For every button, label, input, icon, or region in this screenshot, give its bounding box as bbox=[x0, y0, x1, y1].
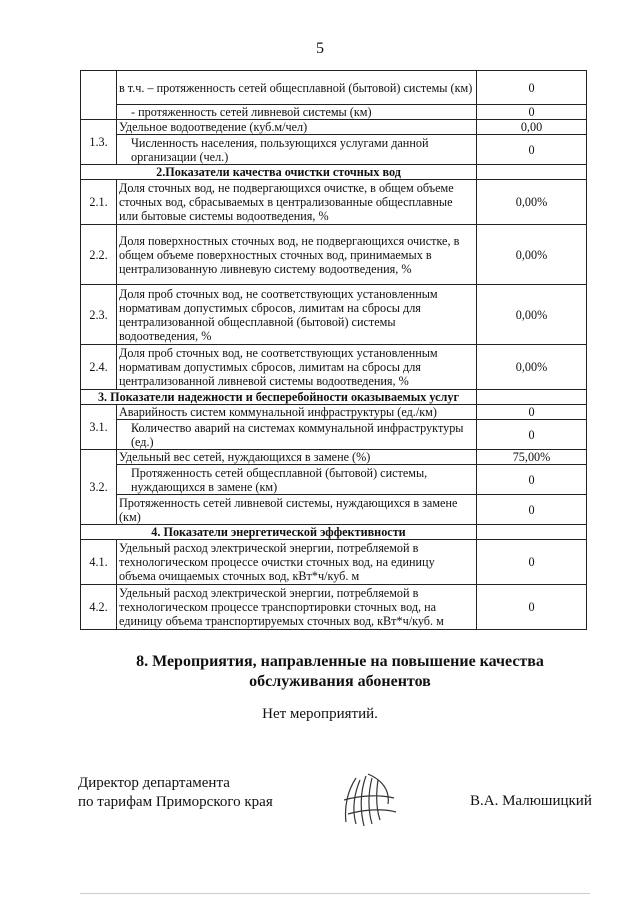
row-number-cell: 3.2. bbox=[81, 450, 117, 525]
page-bottom-rule bbox=[80, 893, 590, 894]
indicator-value: 75,00% bbox=[477, 450, 587, 465]
table-row bbox=[81, 345, 587, 390]
table-row bbox=[81, 120, 587, 135]
indicator-description: в т.ч. – протяженность сетей общесплавной (бытовой) системы (км) bbox=[117, 71, 477, 105]
row-number-cell bbox=[81, 71, 117, 120]
indicator-description: Протяженность сетей ливневой системы, нуждающихся в замене (км) bbox=[117, 495, 477, 525]
page-number: 5 bbox=[316, 40, 324, 57]
indicator-value: 0,00% bbox=[477, 180, 587, 225]
indicator-description: Удельный расход электрической энергии, потребляемой в технологическом процессе очистки сточных вод, на единицу объема очищаемых сточных вод, кВт*ч/куб. м bbox=[117, 540, 477, 585]
signer-position bbox=[78, 774, 273, 812]
indicator-value: 0,00 bbox=[477, 120, 587, 135]
indicator-description: Удельное водоотведение (куб.м/чел) bbox=[117, 120, 477, 135]
signer-name: В.А. Малюшицкий bbox=[470, 793, 592, 809]
section-heading-cell: 3. Показатели надежности и бесперебойности оказываемых услуг bbox=[81, 390, 477, 405]
indicator-description: Доля поверхностных сточных вод, не подвергающихся очистке, в общем объеме поверхностных сточных вод, принимаемых в централизованную ливневую систему водоотведения, % bbox=[117, 225, 477, 285]
table-row bbox=[81, 135, 587, 165]
section-8-title-line: 8. Мероприятия, направленные на повышение качества bbox=[136, 653, 544, 670]
section-row bbox=[81, 390, 587, 405]
section-8-title-line: обслуживания абонентов bbox=[249, 673, 431, 690]
table-row bbox=[81, 585, 587, 630]
indicator-value: 0 bbox=[477, 420, 587, 450]
indicators-table bbox=[80, 70, 587, 630]
section-row bbox=[81, 165, 587, 180]
indicator-description: Удельный вес сетей, нуждающихся в замене (%) bbox=[117, 450, 477, 465]
no-measures-text: Нет мероприятий. bbox=[262, 706, 378, 722]
section-8-title bbox=[90, 652, 590, 692]
indicator-value: 0 bbox=[477, 495, 587, 525]
indicator-description: Протяженность сетей общесплавной (бытовой) системы, нуждающихся в замене (км) bbox=[117, 465, 477, 495]
indicator-description: Доля сточных вод, не подвергающихся очистке, в общем объеме сточных вод, сбрасываемых в централизованные общесплавные или бытовые системы водоотведения, % bbox=[117, 180, 477, 225]
empty-cell bbox=[477, 390, 587, 405]
table-row bbox=[81, 285, 587, 345]
table-row bbox=[81, 450, 587, 465]
row-number-cell: 4.2. bbox=[81, 585, 117, 630]
signer-position-line: по тарифам Приморского края bbox=[78, 794, 273, 810]
table-row bbox=[81, 420, 587, 450]
table-row bbox=[81, 540, 587, 585]
table-row bbox=[81, 105, 587, 120]
indicator-value: 0 bbox=[477, 585, 587, 630]
table-row bbox=[81, 405, 587, 420]
table-row bbox=[81, 495, 587, 525]
empty-cell bbox=[477, 525, 587, 540]
row-number-cell: 1.3. bbox=[81, 120, 117, 165]
indicator-description: Доля проб сточных вод, не соответствующих установленным нормативам допустимых сбросов, лимитам на сбросы для централизованной ливневой системы водоотведения, % bbox=[117, 345, 477, 390]
indicator-value: 0,00% bbox=[477, 345, 587, 390]
indicator-description: Количество аварий на системах коммунальной инфраструктуры (ед.) bbox=[117, 420, 477, 450]
indicator-value: 0 bbox=[477, 540, 587, 585]
indicator-value: 0,00% bbox=[477, 225, 587, 285]
row-number-cell: 2.4. bbox=[81, 345, 117, 390]
section-heading-cell: 2.Показатели качества очистки сточных вод bbox=[81, 165, 477, 180]
section-row bbox=[81, 525, 587, 540]
empty-cell bbox=[477, 165, 587, 180]
table-row bbox=[81, 180, 587, 225]
indicator-value: 0 bbox=[477, 405, 587, 420]
indicator-description: Доля проб сточных вод, не соответствующих установленным нормативам допустимых сбросов, лимитам на сбросы для централизованной общесплавной (бытовой) системы водоотведения, % bbox=[117, 285, 477, 345]
row-number-cell: 2.1. bbox=[81, 180, 117, 225]
indicator-value: 0 bbox=[477, 465, 587, 495]
handwritten-signature bbox=[338, 770, 400, 832]
row-number-cell: 3.1. bbox=[81, 405, 117, 450]
table-row bbox=[81, 225, 587, 285]
table-row bbox=[81, 465, 587, 495]
indicator-value: 0,00% bbox=[477, 285, 587, 345]
row-number-cell: 2.2. bbox=[81, 225, 117, 285]
section-heading-cell: 4. Показатели энергетической эффективности bbox=[81, 525, 477, 540]
row-number-cell: 2.3. bbox=[81, 285, 117, 345]
indicator-description: Удельный расход электрической энергии, потребляемой в технологическом процессе транспортировки сточных вод, на единицу объема транспортируемых сточных вод, кВт*ч/куб. м bbox=[117, 585, 477, 630]
indicator-value: 0 bbox=[477, 135, 587, 165]
signer-position-line: Директор департамента bbox=[78, 775, 230, 791]
indicator-description: Аварийность систем коммунальной инфраструктуры (ед./км) bbox=[117, 405, 477, 420]
indicator-value: 0 bbox=[477, 71, 587, 105]
row-number-cell: 4.1. bbox=[81, 540, 117, 585]
table-row bbox=[81, 71, 587, 105]
indicator-description: - протяженность сетей ливневой системы (км) bbox=[117, 105, 477, 120]
indicator-description: Численность населения, пользующихся услугами данной организации (чел.) bbox=[117, 135, 477, 165]
indicator-value: 0 bbox=[477, 105, 587, 120]
